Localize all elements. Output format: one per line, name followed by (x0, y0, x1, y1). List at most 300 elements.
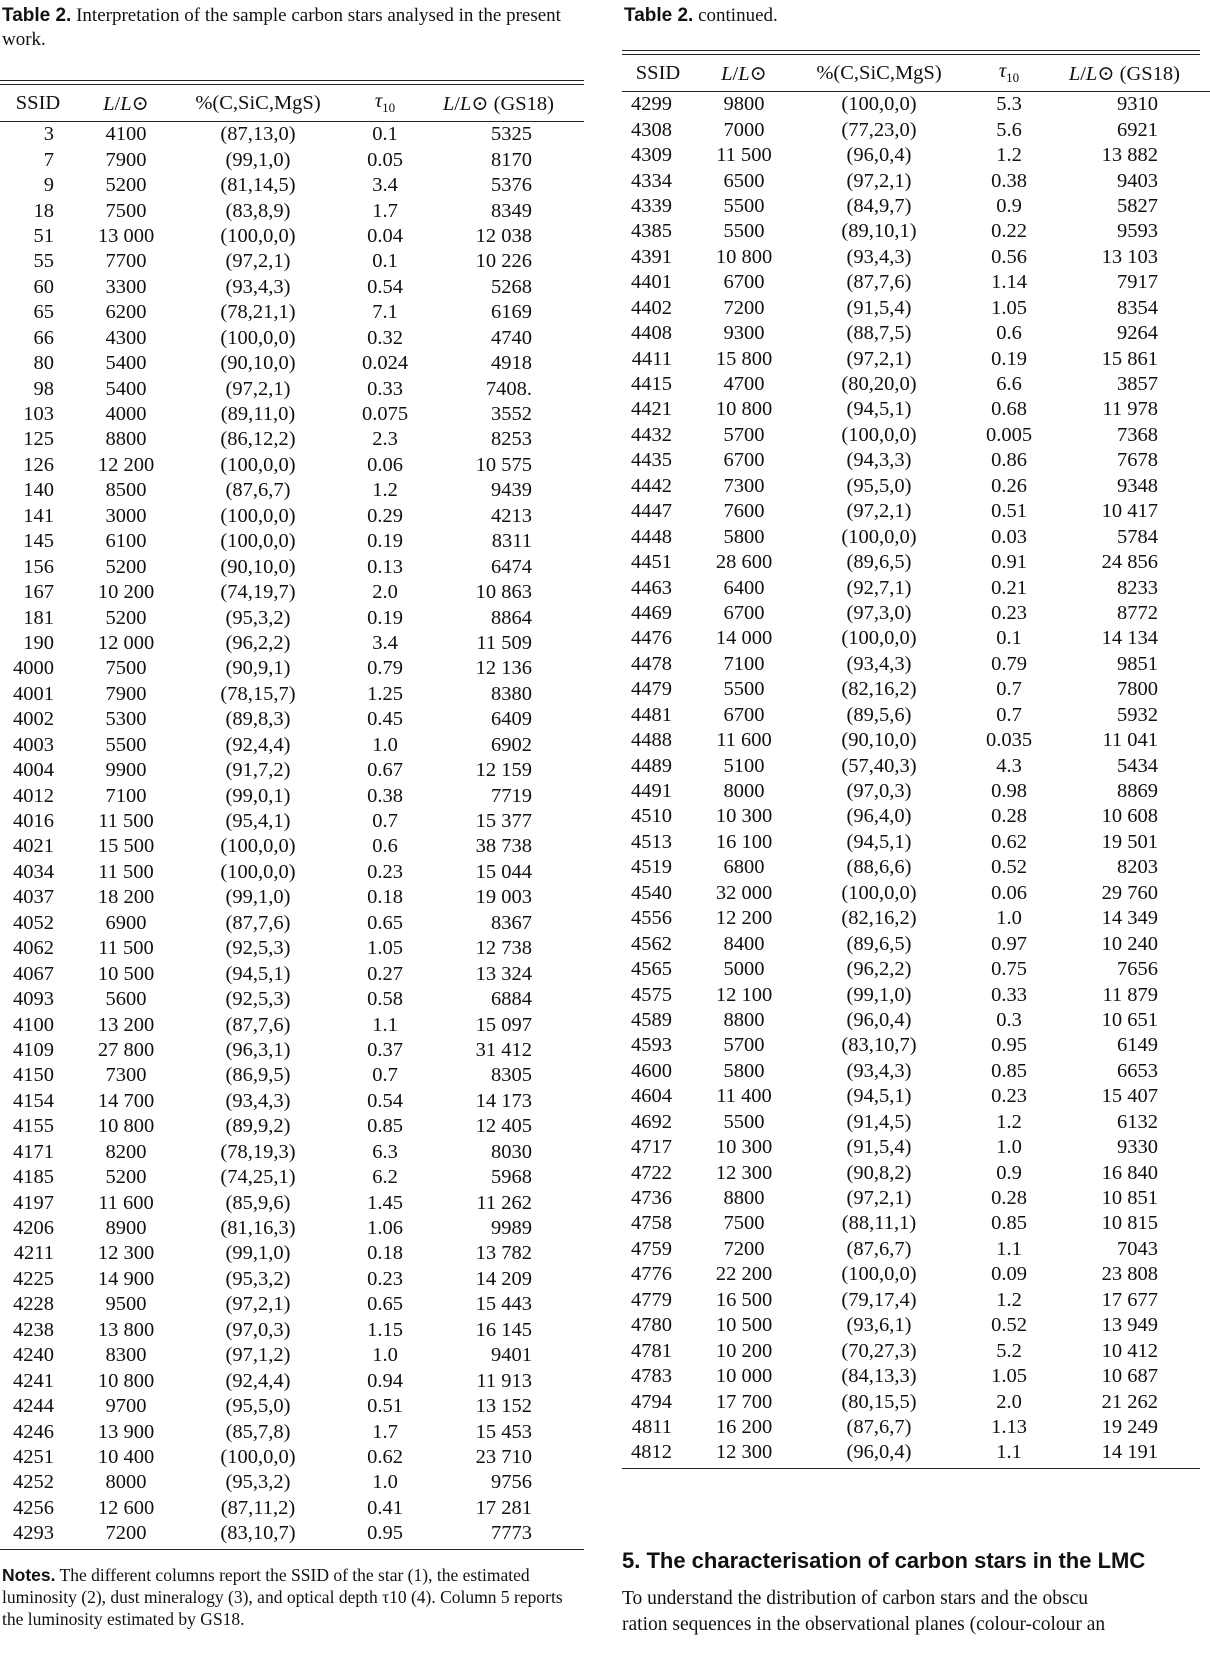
cell-luminosity-gs18: 23 808 (1101, 1263, 1158, 1286)
cell-mineralogy: (95,5,0) (846, 474, 912, 497)
cell-luminosity: 10 300 (715, 1136, 773, 1159)
caption-text: continued. (698, 5, 778, 26)
cell-ssid: 4783 (631, 1365, 672, 1388)
cell-luminosity: 5000 (723, 958, 765, 981)
cell-ssid: 4491 (631, 780, 672, 803)
cell-luminosity: 6100 (105, 530, 147, 553)
table-row (622, 982, 1210, 1007)
cell-mineralogy: (97,2,1) (225, 250, 291, 273)
header-mineralogy: %(C,SiC,MgS) (195, 91, 321, 114)
table-row (622, 575, 1210, 600)
cell-ssid: 4469 (631, 601, 672, 624)
cell-luminosity-gs18: 19 003 (475, 886, 532, 909)
cell-mineralogy: (91,4,5) (846, 1110, 912, 1133)
cell-tau: 6.2 (372, 1166, 398, 1189)
cell-ssid: 98 (33, 377, 54, 400)
cell-ssid: 4206 (13, 1217, 54, 1240)
table-row (0, 885, 584, 910)
cell-luminosity: 15 500 (97, 835, 155, 858)
cell-tau: 0.19 (367, 530, 403, 553)
cell-ssid: 65 (33, 301, 54, 324)
table-row (0, 1343, 584, 1368)
table-2-right-column (622, 0, 1200, 1635)
cell-luminosity-gs18: 5268 (491, 275, 532, 298)
cell-luminosity-gs18: 8030 (491, 1140, 532, 1163)
cell-tau: 0.005 (985, 423, 1033, 446)
table-row (0, 1241, 584, 1266)
cell-mineralogy: (90,8,2) (846, 1161, 912, 1184)
cell-tau: 0.9 (996, 194, 1022, 217)
cell-ssid: 4604 (631, 1085, 672, 1108)
cell-mineralogy: (86,9,5) (225, 1064, 291, 1087)
table-row (622, 677, 1210, 702)
cell-tau: 1.2 (996, 144, 1022, 167)
cell-luminosity-gs18: 29 760 (1101, 881, 1158, 904)
table-row (622, 168, 1210, 193)
cell-tau: 1.2 (996, 1288, 1022, 1311)
table-row (622, 397, 1210, 422)
cell-tau: 0.3 (996, 1008, 1022, 1031)
header-ssid: SSID (15, 91, 61, 114)
cell-mineralogy: (95,3,2) (225, 606, 291, 629)
cell-luminosity: 10 000 (715, 1365, 773, 1388)
cell-mineralogy: (87,6,7) (846, 1415, 912, 1438)
cell-luminosity-gs18: 7656 (1117, 958, 1158, 981)
table-row (0, 911, 584, 936)
cell-luminosity: 7200 (105, 1522, 147, 1545)
cell-tau: 3.4 (372, 174, 398, 197)
cell-tau: 0.03 (991, 525, 1027, 548)
cell-mineralogy: (100,0,0) (841, 525, 917, 548)
cell-ssid: 4556 (631, 907, 672, 930)
header-row (0, 85, 584, 122)
cell-mineralogy: (93,6,1) (846, 1314, 912, 1337)
cell-luminosity-gs18: 6884 (491, 988, 532, 1011)
cell-ssid: 4432 (631, 423, 672, 446)
table-caption-continued (622, 0, 1200, 28)
cell-luminosity-gs18: 5325 (491, 123, 532, 146)
cell-luminosity-gs18: 6921 (1117, 118, 1158, 141)
table-row (622, 1415, 1210, 1440)
cell-tau: 0.1 (372, 123, 398, 146)
cell-mineralogy: (87,7,6) (846, 271, 912, 294)
cell-ssid: 4256 (13, 1496, 54, 1519)
cell-luminosity-gs18: 14 349 (1101, 907, 1158, 930)
cell-tau: 0.65 (367, 1293, 403, 1316)
cell-tau: 1.25 (367, 682, 403, 705)
cell-ssid: 181 (23, 606, 54, 629)
cell-ssid: 4411 (631, 347, 672, 370)
cell-luminosity: 10 500 (97, 962, 155, 985)
cell-tau: 0.23 (991, 601, 1027, 624)
cell-luminosity: 8500 (105, 479, 147, 502)
cell-luminosity-gs18: 3857 (1117, 373, 1158, 396)
cell-ssid: 4776 (631, 1263, 672, 1286)
cell-mineralogy: (90,10,0) (841, 729, 917, 752)
cell-mineralogy: (74,19,7) (220, 581, 296, 604)
header-luminosity: L/L⊙ (103, 92, 149, 115)
cell-tau: 4.3 (996, 754, 1022, 777)
table-row (622, 524, 1210, 549)
cell-mineralogy: (96,3,1) (225, 1038, 291, 1061)
cell-mineralogy: (91,7,2) (225, 759, 291, 782)
cell-ssid: 4251 (13, 1445, 54, 1468)
cell-tau: 0.85 (991, 1059, 1027, 1082)
cell-mineralogy: (87,11,2) (220, 1496, 296, 1519)
body-line: To understand the distribution of carbon stars and the obscu (622, 1588, 1088, 1609)
cell-luminosity: 6800 (723, 856, 765, 879)
cell-luminosity: 11 500 (716, 144, 772, 167)
table-row (0, 605, 584, 630)
table-row (0, 1140, 584, 1165)
cell-luminosity: 8800 (723, 1008, 765, 1031)
cell-mineralogy: (85,9,6) (225, 1191, 291, 1214)
table-row (622, 1364, 1210, 1389)
cell-luminosity-gs18: 10 417 (1101, 500, 1158, 523)
table-row (0, 834, 584, 859)
cell-tau: 0.28 (991, 1187, 1027, 1210)
cell-luminosity-gs18: 38 738 (475, 835, 532, 858)
cell-mineralogy: (94,5,1) (846, 1085, 912, 1108)
table-row (622, 423, 1210, 448)
cell-luminosity-gs18: 8170 (491, 148, 532, 171)
table-row (0, 1496, 584, 1521)
cell-ssid: 4037 (13, 886, 54, 909)
table-row (0, 529, 584, 554)
cell-tau: 2.3 (372, 428, 398, 451)
cell-luminosity: 5600 (105, 988, 147, 1011)
cell-ssid: 4589 (631, 1008, 672, 1031)
table-row (622, 906, 1210, 931)
cell-luminosity-gs18: 6409 (491, 708, 532, 731)
cell-luminosity: 7500 (723, 1212, 765, 1235)
table-row (0, 1521, 584, 1546)
cell-tau: 1.1 (996, 1441, 1022, 1464)
table-row (622, 728, 1210, 753)
cell-tau: 0.28 (991, 805, 1027, 828)
cell-tau: 0.7 (996, 703, 1022, 726)
table-row (0, 631, 584, 656)
cell-luminosity: 13 900 (97, 1420, 155, 1443)
cell-ssid: 4238 (13, 1318, 54, 1341)
cell-ssid: 4478 (631, 652, 672, 675)
cell-mineralogy: (99,1,0) (225, 886, 291, 909)
table-row (0, 478, 584, 503)
cell-luminosity: 11 500 (98, 810, 154, 833)
cell-tau: 0.19 (367, 606, 403, 629)
table-row (622, 626, 1210, 651)
cell-tau: 1.0 (372, 1344, 398, 1367)
table-row (0, 961, 584, 986)
cell-mineralogy: (90,9,1) (225, 657, 291, 680)
header-luminosity-gs18: L/L⊙ (GS18) (442, 92, 554, 115)
cell-mineralogy: (91,5,4) (846, 1136, 912, 1159)
table-row (622, 779, 1210, 804)
cell-luminosity-gs18: 15 453 (475, 1420, 532, 1443)
cell-tau: 0.6 (996, 322, 1022, 345)
cell-tau: 0.95 (991, 1034, 1027, 1057)
cell-luminosity-gs18: 8311 (491, 530, 532, 553)
cell-luminosity-gs18: 5434 (1117, 754, 1158, 777)
cell-ssid: 4154 (13, 1089, 54, 1112)
cell-tau: 0.62 (991, 830, 1027, 853)
cell-ssid: 4100 (13, 1013, 54, 1036)
cell-tau: 0.85 (367, 1115, 403, 1138)
cell-luminosity-gs18: 6902 (491, 733, 532, 756)
cell-tau: 6.6 (996, 373, 1022, 396)
cell-mineralogy: (100,0,0) (220, 530, 296, 553)
table-row (0, 402, 584, 427)
cell-luminosity-gs18: 8354 (1117, 296, 1158, 319)
cell-ssid: 4004 (13, 759, 54, 782)
cell-tau: 2.0 (996, 1390, 1022, 1413)
table-row (0, 783, 584, 808)
cell-tau: 1.2 (372, 479, 398, 502)
cell-luminosity: 10 800 (97, 1369, 155, 1392)
cell-ssid: 190 (23, 631, 54, 654)
cell-ssid: 4309 (631, 144, 672, 167)
cell-ssid: 4463 (631, 576, 672, 599)
cell-tau: 0.85 (991, 1212, 1027, 1235)
cell-ssid: 4211 (13, 1242, 54, 1265)
cell-mineralogy: (96,0,4) (846, 1008, 912, 1031)
cell-ssid: 141 (23, 504, 54, 527)
cell-luminosity-gs18: 13 324 (475, 962, 532, 985)
cell-ssid: 4228 (13, 1293, 54, 1316)
cell-tau: 0.32 (367, 326, 403, 349)
cell-luminosity: 5200 (105, 606, 147, 629)
cell-luminosity-gs18: 10 851 (1101, 1187, 1158, 1210)
cell-ssid: 125 (23, 428, 54, 451)
cell-luminosity-gs18: 19 501 (1101, 830, 1158, 853)
cell-tau: 0.37 (367, 1038, 403, 1061)
table-row (622, 855, 1210, 880)
table-row (622, 1237, 1210, 1262)
cell-tau: 0.86 (991, 449, 1027, 472)
cell-luminosity: 11 500 (98, 937, 154, 960)
cell-tau: 5.3 (996, 93, 1022, 116)
table-row (0, 936, 584, 961)
section-heading: 5. The characterisation of carbon stars in the LMC (622, 1548, 1146, 1573)
cell-ssid: 4293 (13, 1522, 54, 1545)
cell-luminosity-gs18: 9310 (1117, 93, 1158, 116)
table-body (0, 122, 584, 1547)
caption-label: Table 2. (624, 5, 694, 26)
cell-luminosity-gs18: 17 677 (1101, 1288, 1158, 1311)
cell-mineralogy: (100,0,0) (220, 326, 296, 349)
cell-ssid: 4510 (631, 805, 672, 828)
cell-tau: 0.38 (367, 784, 403, 807)
cell-ssid: 4062 (13, 937, 54, 960)
table-row (622, 601, 1210, 626)
header-luminosity-gs18: L/L⊙ (GS18) (1068, 62, 1180, 85)
cell-luminosity: 7300 (105, 1064, 147, 1087)
cell-luminosity: 6700 (723, 601, 765, 624)
cell-luminosity: 4100 (105, 123, 147, 146)
cell-luminosity: 5800 (723, 525, 765, 548)
cell-ssid: 4811 (631, 1415, 672, 1438)
cell-mineralogy: (74,25,1) (220, 1166, 296, 1189)
cell-luminosity: 12 100 (715, 983, 773, 1006)
cell-luminosity-gs18: 8380 (491, 682, 532, 705)
table-bottom-rule (622, 1468, 1200, 1469)
cell-luminosity: 10 800 (715, 245, 773, 268)
table-row (622, 219, 1210, 244)
caption-label: Table 2. (2, 5, 72, 26)
cell-luminosity-gs18: 5932 (1117, 703, 1158, 726)
cell-luminosity-gs18: 9401 (491, 1344, 532, 1367)
table-row (0, 376, 584, 401)
cell-luminosity-gs18: 4213 (491, 504, 532, 527)
cell-mineralogy: (91,5,4) (846, 296, 912, 319)
table-row (622, 117, 1210, 142)
cell-luminosity: 13 200 (97, 1013, 155, 1036)
cell-luminosity: 7200 (723, 1237, 765, 1260)
cell-tau: 0.7 (372, 810, 398, 833)
cell-luminosity: 5500 (723, 1110, 765, 1133)
cell-luminosity-gs18: 10 815 (1101, 1212, 1158, 1235)
table-row (622, 1008, 1210, 1033)
cell-ssid: 4244 (13, 1395, 54, 1418)
cell-mineralogy: (96,2,2) (846, 958, 912, 981)
cell-luminosity: 4700 (723, 373, 765, 396)
cell-tau: 0.23 (367, 1267, 403, 1290)
table-row (622, 881, 1210, 906)
cell-tau: 0.26 (991, 474, 1027, 497)
cell-luminosity-gs18: 12 038 (475, 224, 532, 247)
cell-luminosity: 11 600 (716, 729, 772, 752)
cell-tau: 1.1 (996, 1237, 1022, 1260)
cell-luminosity-gs18: 5827 (1117, 194, 1158, 217)
cell-ssid: 4489 (631, 754, 672, 777)
cell-luminosity-gs18: 15 097 (475, 1013, 532, 1036)
cell-mineralogy: (95,3,2) (225, 1267, 291, 1290)
cell-luminosity: 17 700 (715, 1390, 773, 1413)
cell-ssid: 18 (33, 199, 54, 222)
cell-ssid: 4692 (631, 1110, 672, 1133)
cell-mineralogy: (89,5,6) (846, 703, 912, 726)
cell-tau: 0.95 (367, 1522, 403, 1545)
cell-mineralogy: (97,2,1) (846, 500, 912, 523)
cell-ssid: 4185 (13, 1166, 54, 1189)
cell-luminosity-gs18: 4740 (491, 326, 532, 349)
cell-luminosity: 5500 (723, 194, 765, 217)
cell-luminosity: 6500 (723, 169, 765, 192)
cell-mineralogy: (83,10,7) (841, 1034, 917, 1057)
cell-tau: 0.51 (991, 500, 1027, 523)
table-caption (0, 0, 584, 52)
cell-luminosity-gs18: 11 879 (1102, 983, 1158, 1006)
cell-luminosity: 12 300 (715, 1161, 773, 1184)
cell-mineralogy: (78,19,3) (220, 1140, 296, 1163)
table-2-left-column (0, 0, 584, 1630)
cell-luminosity-gs18: 7678 (1117, 449, 1158, 472)
cell-mineralogy: (86,12,2) (220, 428, 296, 451)
cell-ssid: 4513 (631, 830, 672, 853)
cell-mineralogy: (100,0,0) (220, 835, 296, 858)
cell-tau: 6.3 (372, 1140, 398, 1163)
table-row (0, 554, 584, 579)
cell-luminosity: 3300 (105, 275, 147, 298)
cell-ssid: 4451 (631, 551, 672, 574)
cell-mineralogy: (100,0,0) (220, 453, 296, 476)
cell-luminosity: 16 500 (715, 1288, 773, 1311)
cell-luminosity-gs18: 8233 (1117, 576, 1158, 599)
table-row (622, 1211, 1210, 1236)
cell-luminosity: 6200 (105, 301, 147, 324)
data-table-continued (622, 55, 1210, 1466)
cell-mineralogy: (92,5,3) (225, 988, 291, 1011)
cell-luminosity: 15 800 (715, 347, 773, 370)
cell-mineralogy: (100,0,0) (220, 504, 296, 527)
cell-luminosity: 8900 (105, 1217, 147, 1240)
table-row (0, 707, 584, 732)
cell-tau: 1.7 (372, 199, 398, 222)
cell-luminosity: 12 200 (715, 907, 773, 930)
cell-ssid: 140 (23, 479, 54, 502)
table-row (622, 1084, 1210, 1109)
cell-luminosity: 6400 (723, 576, 765, 599)
cell-mineralogy: (85,7,8) (225, 1420, 291, 1443)
table-row (0, 147, 584, 172)
cell-luminosity: 14 700 (97, 1089, 155, 1112)
cell-tau: 0.13 (367, 555, 403, 578)
cell-ssid: 4779 (631, 1288, 672, 1311)
cell-mineralogy: (78,15,7) (220, 682, 296, 705)
table-row (0, 1216, 584, 1241)
cell-mineralogy: (100,0,0) (841, 423, 917, 446)
cell-mineralogy: (84,13,3) (841, 1365, 917, 1388)
cell-ssid: 4781 (631, 1339, 672, 1362)
cell-mineralogy: (87,7,6) (225, 911, 291, 934)
cell-ssid: 4240 (13, 1344, 54, 1367)
cell-luminosity: 14 900 (97, 1267, 155, 1290)
cell-tau: 0.075 (361, 403, 409, 426)
table-row (622, 830, 1210, 855)
cell-luminosity-gs18: 5784 (1117, 525, 1158, 548)
cell-luminosity-gs18: 24 856 (1101, 551, 1158, 574)
cell-tau: 0.45 (367, 708, 403, 731)
cell-mineralogy: (100,0,0) (841, 881, 917, 904)
cell-luminosity: 27 800 (97, 1038, 155, 1061)
table-row (0, 1089, 584, 1114)
cell-ssid: 4476 (631, 627, 672, 650)
cell-luminosity: 13 000 (97, 224, 155, 247)
cell-luminosity: 7500 (105, 199, 147, 222)
cell-mineralogy: (94,3,3) (846, 449, 912, 472)
table-row (622, 1186, 1210, 1211)
table-row (0, 809, 584, 834)
cell-mineralogy: (87,6,7) (225, 479, 291, 502)
cell-luminosity: 7100 (105, 784, 147, 807)
cell-mineralogy: (94,5,1) (846, 830, 912, 853)
cell-ssid: 4481 (631, 703, 672, 726)
cell-tau: 0.79 (991, 652, 1027, 675)
cell-mineralogy: (89,10,1) (841, 220, 917, 243)
cell-mineralogy: (100,0,0) (220, 224, 296, 247)
cell-tau: 0.23 (367, 860, 403, 883)
table-row (0, 1012, 584, 1037)
cell-luminosity-gs18: 7368 (1117, 423, 1158, 446)
cell-ssid: 4758 (631, 1212, 672, 1235)
cell-luminosity-gs18: 11 262 (476, 1191, 532, 1214)
table-row (0, 656, 584, 681)
table-row (622, 499, 1210, 524)
cell-luminosity-gs18: 14 209 (475, 1267, 532, 1290)
cell-ssid: 4197 (13, 1191, 54, 1214)
cell-ssid: 156 (23, 555, 54, 578)
header-luminosity: L/L⊙ (721, 62, 767, 85)
